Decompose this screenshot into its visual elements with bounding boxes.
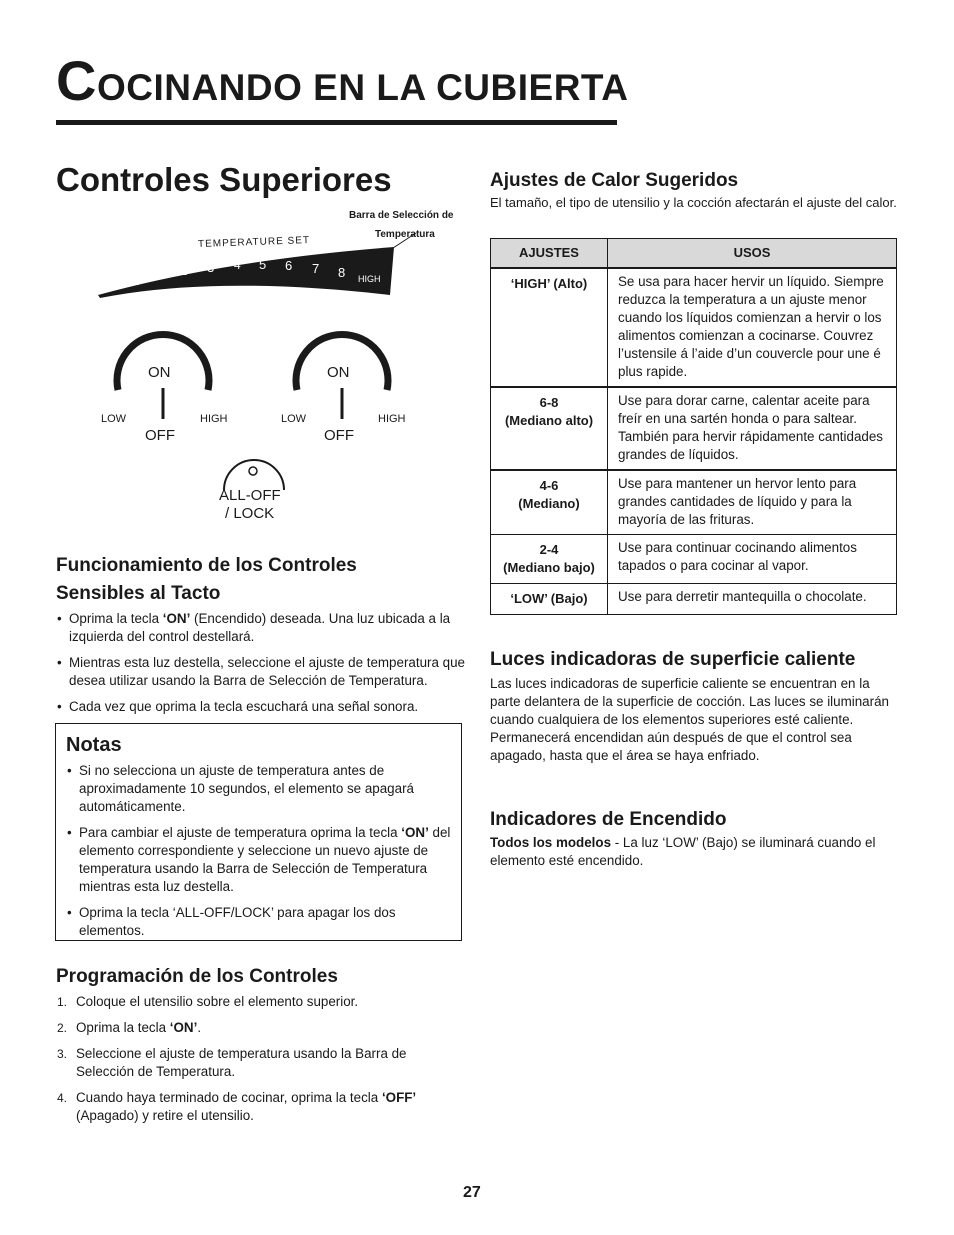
title-rule <box>56 120 617 125</box>
list-item: 2. Oprima la tecla ‘ON’. <box>57 1020 202 1035</box>
page-title-rest: OCINANDO EN LA CUBIERTA <box>96 67 629 108</box>
control-panel-drawing <box>56 205 466 535</box>
table-row <box>491 387 897 470</box>
section-title: Controles Superiores <box>56 161 392 198</box>
power-indicators-section <box>490 806 900 870</box>
bar-label-line1: Barra de Selección de <box>349 210 454 221</box>
notes-list <box>66 762 451 940</box>
touch-controls-heading-line2: Sensibles al Tacto <box>56 583 221 604</box>
notes-box <box>55 723 462 941</box>
page-title <box>56 48 629 113</box>
right-knob-arc <box>296 334 388 390</box>
heat-settings-section <box>490 168 898 212</box>
heat-settings-intro: El tamaño, el tipo de utensilio y la cocción afectarán el ajuste del calor. <box>490 195 897 210</box>
setting-cell: 2-4 (Mediano bajo) <box>491 535 608 584</box>
programming-section <box>56 963 466 1133</box>
list-item: • Para cambiar el ajuste de temperatura oprima la tecla ‘ON’ del elemento correspondiente y seleccione un nuevo ajuste de temperatura usando la Barra de Selección de Temperatura mientras esta luz destella. <box>66 824 451 896</box>
bar-number-4[interactable]: 4 <box>234 258 241 272</box>
left-knob-on-label: ON <box>148 364 171 381</box>
programming-steps <box>56 993 466 1125</box>
right-knob-off-label: OFF <box>324 427 354 444</box>
table-header-row <box>491 239 897 269</box>
list-item: • Cada vez que oprima la tecla escuchará una señal sonora. <box>56 698 466 716</box>
setting-cell: ‘LOW’ (Bajo) <box>491 584 608 615</box>
table-row <box>491 268 897 387</box>
alloff-label-line1: ALL-OFF <box>219 487 281 504</box>
list-item: 3. Seleccione el ajuste de temperatura usando la Barra de Selección de Temperatura. <box>57 1046 407 1079</box>
list-item: 1. Coloque el utensilio sobre el elemento superior. <box>57 994 359 1009</box>
hot-surface-text: Las luces indicadoras de superficie caliente se encuentran en la parte delantera de la superficie de cocción. Las luces se iluminarán cuando cualquiera de los elementos superiores esté caliente. Permanecerá encendidan aún después de que el control sea apagado, hasta que el área se haya enfriado. <box>490 676 889 763</box>
touch-controls-section <box>56 552 466 724</box>
touch-controls-heading <box>56 552 466 608</box>
column-header-usos: USOS <box>608 239 897 269</box>
alloff-indicator-light <box>249 467 257 475</box>
setting-cell: 4-6 (Mediano) <box>491 470 608 535</box>
bar-number-2[interactable]: 2 <box>180 263 188 278</box>
bar-number-7[interactable]: 7 <box>312 261 320 276</box>
left-knob-high-label: HIGH <box>200 413 228 425</box>
usage-cell: Use para dorar carne, calentar aceite para freír en una sartén honda o para saltear. También para hervir rápidamente cantidades grandes de líquidos. <box>608 387 897 470</box>
touch-controls-list <box>56 610 466 716</box>
table-row <box>491 470 897 535</box>
usage-cell: Use para continuar cocinando alimentos tapados o para cocinar al vapor. <box>608 535 897 584</box>
temperature-bar-shape <box>98 247 394 298</box>
bar-number-5[interactable]: 5 <box>259 257 267 272</box>
hot-surface-section <box>490 645 900 765</box>
bar-number-1[interactable]: 1 <box>155 267 163 282</box>
power-indicators-heading: Indicadores de Encendido <box>490 809 727 830</box>
control-panel-diagram <box>56 205 466 535</box>
bar-number-3[interactable]: 3 <box>207 260 215 275</box>
setting-cell: 6-8 (Mediano alto) <box>491 387 608 470</box>
left-knob-arc <box>117 334 209 390</box>
heat-settings-table <box>490 238 897 615</box>
temperature-set-label: TEMPERATURE SET <box>197 235 311 250</box>
usage-cell: Se usa para hacer hervir un líquido. Siempre reduzca la temperatura a un ajuste menor cuando los líquidos comienzan a hervir o los alimentos comienzan a cocinarse. Couvrez l’ustensile á l’aide d’un couvercle pour une é plus rapide. <box>608 268 897 387</box>
touch-controls-heading-line1: Funcionamiento de los Controles <box>56 555 357 576</box>
right-knob-on-label: ON <box>327 364 350 381</box>
list-item: • Oprima la tecla ‘ON’ (Encendido) deseada. Una luz ubicada a la izquierda del control destellará. <box>56 610 466 646</box>
usage-cell: Use para mantener un hervor lento para grandes cantidades de líquido y para la mayoría de las frituras. <box>608 470 897 535</box>
list-item: • Si no selecciona un ajuste de temperatura antes de aproximadamente 10 segundos, el elemento se apagará automáticamente. <box>66 762 451 816</box>
heat-settings-heading: Ajustes de Calor Sugeridos <box>490 170 739 191</box>
left-knob-off-label: OFF <box>145 427 175 444</box>
list-item: • Mientras esta luz destella, seleccione el ajuste de temperatura que desea utilizar usando la Barra de Selección de Temperatura. <box>56 654 466 690</box>
hot-surface-heading: Luces indicadoras de superficie caliente <box>490 649 856 670</box>
notes-heading: Notas <box>66 734 122 756</box>
setting-cell: ‘HIGH’ (Alto) <box>491 268 608 387</box>
usage-cell: Use para derretir mantequilla o chocolate. <box>608 584 897 615</box>
list-item: • Oprima la tecla ‘ALL-OFF/LOCK’ para apagar los dos elementos. <box>66 904 451 940</box>
bar-label-line2: Temperatura <box>375 229 435 240</box>
list-item: 4. Cuando haya terminado de cocinar, oprima la tecla ‘OFF’ (Apagado) y retire el utensilio. <box>57 1090 417 1123</box>
bar-low-label: LOW <box>122 278 141 287</box>
alloff-label-line2: / LOCK <box>225 505 275 522</box>
bar-number-6[interactable]: 6 <box>285 258 293 273</box>
table-row <box>491 535 897 584</box>
programming-heading: Programación de los Controles <box>56 966 338 987</box>
bar-number-8[interactable]: 8 <box>338 265 346 280</box>
right-knob-low-label: LOW <box>281 413 307 425</box>
power-indicators-text: Todos los modelos - La luz ‘LOW’ (Bajo) se iluminará cuando el elemento esté encendido. <box>490 835 876 868</box>
table-row <box>491 584 897 615</box>
left-knob-low-label: LOW <box>101 413 127 425</box>
right-knob-high-label: HIGH <box>378 413 406 425</box>
page-title-initial: C <box>56 49 97 112</box>
page-number: 27 <box>463 1184 481 1201</box>
column-header-ajustes: AJUSTES <box>491 239 608 269</box>
bar-high-label: HIGH <box>358 274 381 284</box>
